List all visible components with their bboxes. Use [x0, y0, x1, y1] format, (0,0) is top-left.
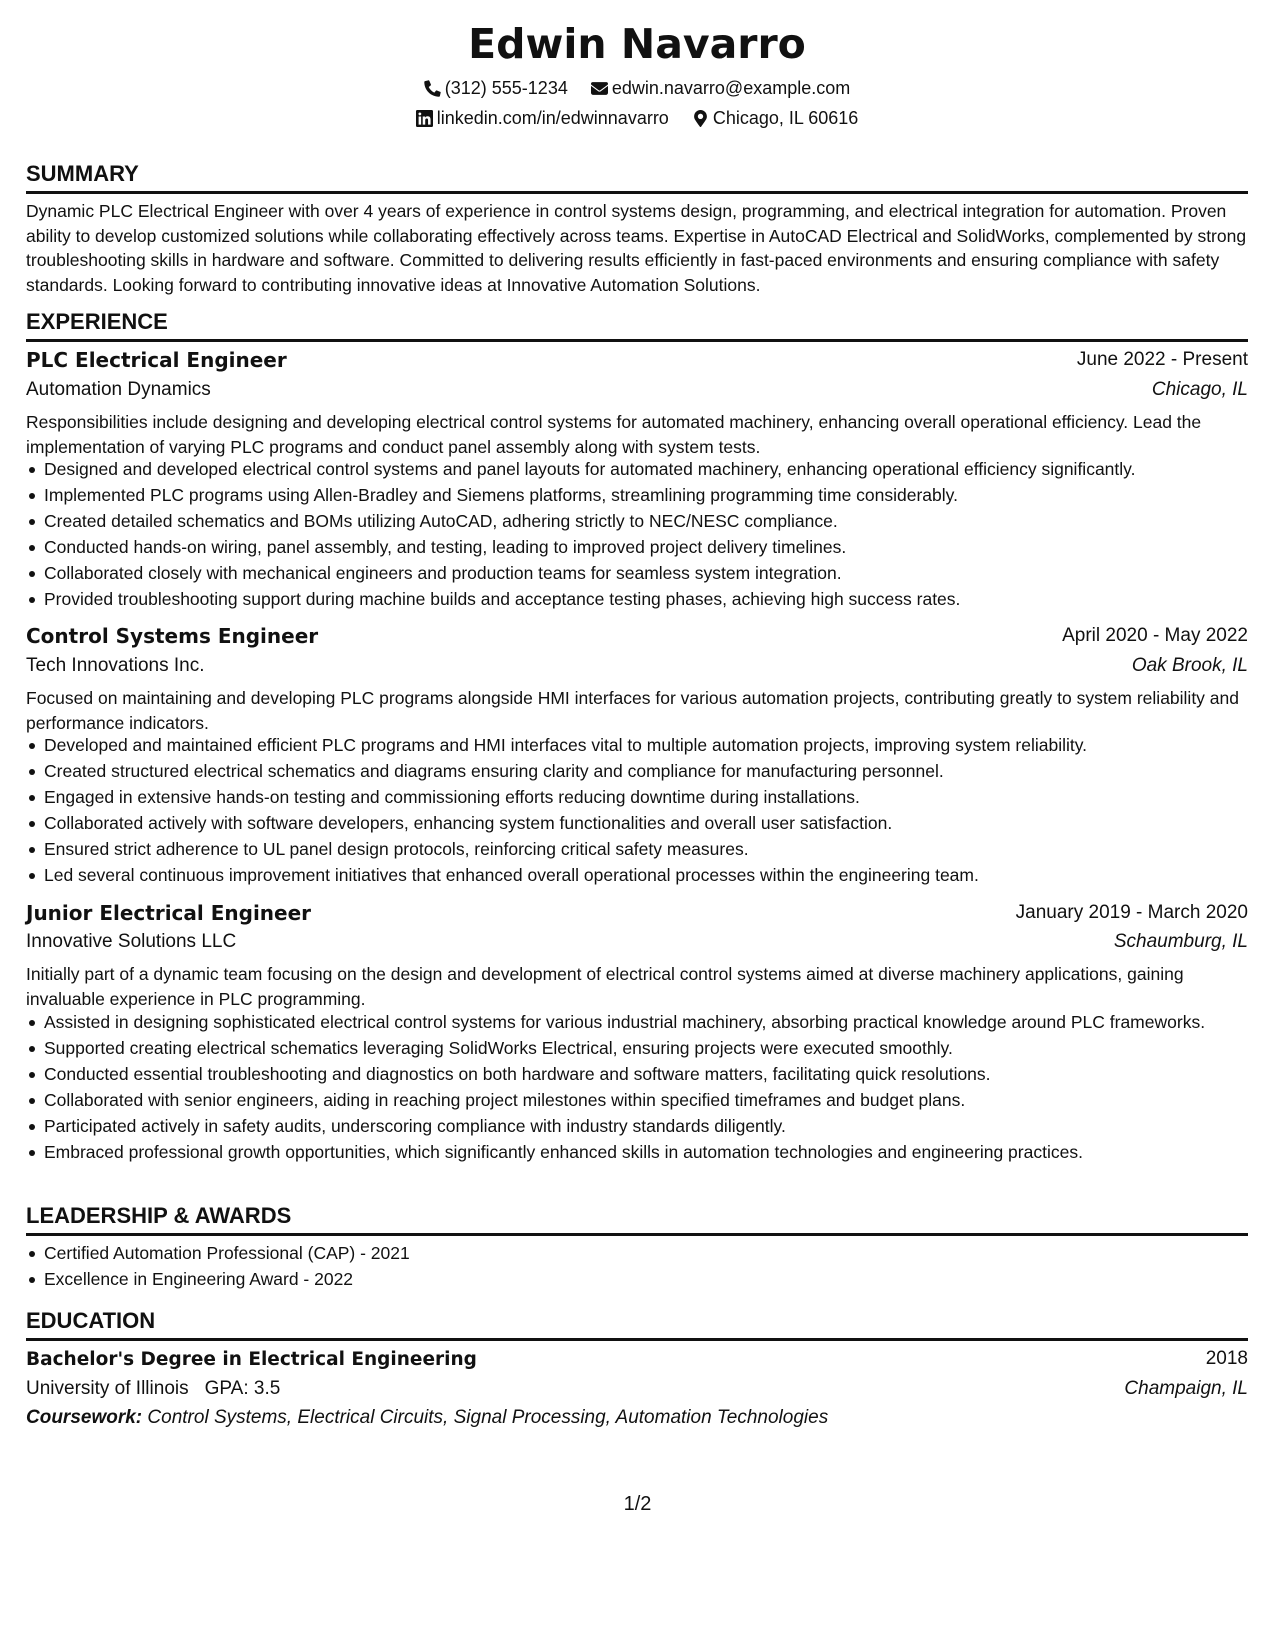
page-number: 1/2 [623, 1493, 652, 1515]
linkedin-icon [416, 110, 433, 127]
list-item: Created detailed schematics and BOMs utilizing AutoCAD, adhering strictly to NEC/NESC compliance. [26, 509, 1248, 534]
list-item: Embraced professional growth opportunities, which significantly enhanced skills in automation technologies and engineering practices. [26, 1140, 1248, 1165]
coursework-line [26, 1406, 828, 1430]
list-item: Created structured electrical schematics and diagrams ensuring clarity and compliance for manufacturing personnel. [26, 759, 1248, 784]
job-bullet-list [26, 457, 1248, 613]
email-contact[interactable] [591, 77, 850, 99]
school-name: University of Illinois [26, 1378, 189, 1399]
job-description: Focused on maintaining and developing PLC programs alongside HMI interfaces for various automation projects, contributing greatly to system reliability and performance indicators. [26, 688, 1239, 733]
experience-heading: EXPERIENCE [26, 309, 1248, 342]
job-location: Oak Brook, IL [1131, 655, 1248, 676]
phone-number: (312) 555-1234 [444, 78, 568, 98]
awards-heading: LEADERSHIP & AWARDS [26, 1203, 1248, 1236]
list-item: Participated actively in safety audits, underscoring compliance with industry standards diligently. [26, 1114, 1248, 1139]
job-title: Junior Electrical Engineer [26, 901, 312, 925]
list-item: Led several continuous improvement initiatives that enhanced overall operational processes within the engineering team. [26, 863, 1248, 888]
list-item: Assisted in designing sophisticated electrical control systems for various industrial machinery, absorbing practical knowledge around PLC frameworks. [26, 1010, 1248, 1035]
list-item: Conducted hands-on wiring, panel assembly, and testing, leading to improved project delivery timelines. [26, 535, 1248, 560]
list-item: Conducted essential troubleshooting and diagnostics on both hardware and software matters, facilitating quick resolutions. [26, 1062, 1248, 1087]
summary-heading: SUMMARY [26, 161, 1248, 194]
job-title: Control Systems Engineer [26, 624, 319, 648]
location-text: Chicago, IL 60616 [712, 108, 859, 128]
linkedin-url[interactable]: linkedin.com/in/edwinnavarro [436, 108, 669, 128]
coursework-text: Control Systems, Electrical Circuits, Signal Processing, Automation Technologies [147, 1407, 829, 1428]
location-contact [692, 107, 858, 129]
map-pin-icon [692, 110, 709, 127]
list-item: Provided troubleshooting support during machine builds and acceptance testing phases, achieving high success rates. [26, 587, 1248, 612]
list-item: Excellence in Engineering Award - 2022 [26, 1267, 1248, 1292]
job-dates: April 2020 - May 2022 [1062, 625, 1248, 646]
list-item: Developed and maintained efficient PLC programs and HMI interfaces vital to multiple automation projects, improving system reliability. [26, 733, 1248, 758]
list-item: Engaged in extensive hands-on testing and commissioning efforts reducing downtime during installations. [26, 785, 1248, 810]
job-title: PLC Electrical Engineer [26, 348, 287, 372]
list-item: Certified Automation Professional (CAP) - 2021 [26, 1241, 1248, 1266]
list-item: Designed and developed electrical control systems and panel layouts for automated machinery, enhancing operational efficiency significantly. [26, 457, 1248, 482]
job-bullet-list [26, 733, 1248, 889]
contact-row-2 [26, 107, 1248, 132]
job-company: Innovative Solutions LLC [26, 931, 237, 952]
list-item: Implemented PLC programs using Allen-Bradley and Siemens platforms, streamlining programming time considerably. [26, 483, 1248, 508]
envelope-icon [591, 80, 608, 97]
summary-text: Dynamic PLC Electrical Engineer with over 4 years of experience in control systems design, programming, and electrical integration for automation. Proven ability to develop customized solutions while collaborating effectively across teams. Expertise in AutoCAD Electrical and SolidWorks, complemented by strong troubleshooting skills in hardware and software. Committed to delivering results efficiently in fast-paced environments and ensuring compliance with safety standards. Looking forward to contributing innovative ideas at Innovative Automation Solutions. [26, 201, 1247, 295]
list-item: Collaborated actively with software developers, enhancing system functionalities and overall user satisfaction. [26, 811, 1248, 836]
school-line [26, 1377, 280, 1401]
phone-icon [424, 80, 441, 97]
gpa-text: GPA: 3.5 [204, 1378, 281, 1399]
job-location: Schaumburg, IL [1113, 931, 1248, 952]
list-item: Ensured strict adherence to UL panel design protocols, reinforcing critical safety measures. [26, 837, 1248, 862]
job-dates: January 2019 - March 2020 [1015, 902, 1248, 923]
coursework-label: Coursework: [26, 1407, 143, 1428]
candidate-name: Edwin Navarro [468, 20, 806, 68]
degree-name: Bachelor's Degree in Electrical Engineering [26, 1349, 477, 1370]
job-company: Automation Dynamics [26, 379, 211, 400]
job-location: Chicago, IL [1151, 379, 1248, 400]
job-description: Initially part of a dynamic team focusing on the design and development of electrical control systems aimed at diverse machinery applications, gaining invaluable experience in PLC programming. [26, 964, 1184, 1009]
job-bullet-list [26, 1010, 1248, 1166]
list-item: Collaborated closely with mechanical engineers and production teams for seamless system integration. [26, 561, 1248, 586]
job-dates: June 2022 - Present [1076, 349, 1248, 370]
job-description: Responsibilities include designing and developing electrical control systems for automated machinery, enhancing overall operational efficiency. Lead the implementation of varying PLC programs and conduct panel assembly along with system tests. [26, 412, 1202, 457]
education-heading: EDUCATION [26, 1308, 1248, 1341]
school-location: Champaign, IL [1124, 1378, 1248, 1399]
contact-row-1 [26, 77, 1248, 102]
awards-list [26, 1241, 1248, 1293]
phone-contact [424, 77, 568, 99]
list-item: Supported creating electrical schematics leveraging SolidWorks Electrical, ensuring projects were executed smoothly. [26, 1036, 1248, 1061]
linkedin-contact[interactable] [416, 107, 669, 129]
email-address[interactable]: edwin.navarro@example.com [611, 78, 851, 98]
graduation-year: 2018 [1205, 1348, 1248, 1369]
job-company: Tech Innovations Inc. [26, 655, 205, 676]
list-item: Collaborated with senior engineers, aiding in reaching project milestones within specified timeframes and budget plans. [26, 1088, 1248, 1113]
